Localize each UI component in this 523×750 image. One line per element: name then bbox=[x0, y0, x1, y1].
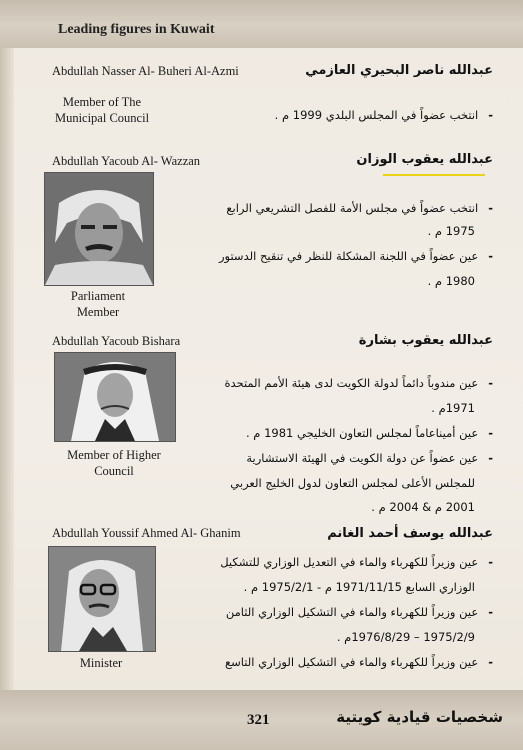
entry-2-caption: Parliament Member bbox=[70, 289, 126, 319]
footer-book-title: شخصيات قيادية كويتية bbox=[336, 708, 503, 726]
portrait-photo-3 bbox=[54, 352, 176, 442]
page-number: 321 bbox=[247, 712, 270, 728]
entry-3-name-ar: عبدالله يعقوب بشارة bbox=[358, 333, 493, 348]
entry-2-item-2: -عين عضواً في اللجنة المشكلة للنظر في تنقيح الدستور bbox=[218, 249, 493, 263]
entry-4-item-1: -عين وزيراً للكهرباء والماء في التعديل الوزاري للتشكيل bbox=[220, 555, 493, 569]
portrait-photo-4 bbox=[48, 546, 156, 652]
entry-2-item-1-cont: 1975 م . bbox=[427, 224, 475, 238]
entry-3-item-1-cont: 1971م . bbox=[431, 401, 475, 415]
entry-2-item-2-cont: 1980 م . bbox=[427, 274, 475, 288]
entry-1-name-en: Abdullah Nasser Al- Buheri Al-Azmi bbox=[52, 64, 239, 78]
running-header: Leading figures in Kuwait bbox=[58, 22, 215, 37]
entry-1-caption: Member of The Municipal Council bbox=[54, 95, 150, 125]
page-gutter-shade bbox=[0, 0, 14, 750]
entry-4-item-2: -عين وزيراً للكهرباء والماء في التشكيل الوزاري الثامن bbox=[225, 605, 493, 619]
entry-2-name-en: Abdullah Yacoub Al- Wazzan bbox=[52, 154, 201, 168]
portrait-photo-2 bbox=[44, 172, 154, 286]
entry-3-item-2: -عين أميناعاماً لمجلس التعاون الخليجي 1981 م . bbox=[245, 426, 493, 440]
entry-3-item-3-cont: للمجلس الأعلى لمجلس التعاون لدول الخليج العربي bbox=[230, 476, 475, 490]
entry-1-item-1: -انتخب عضواً في المجلس البلدي 1999 م . bbox=[274, 108, 493, 122]
entry-3-name-en: Abdullah Yacoub Bishara bbox=[52, 334, 181, 348]
entry-2-item-1: -انتخب عضواً في مجلس الأمة للفصل التشريعي الرابع bbox=[226, 201, 493, 215]
entry-4-item-1-cont: الوزاري السابع 1971/11/15 م - 1975/2/1 م . bbox=[243, 580, 475, 594]
entry-4-name-en: Abdullah Youssif Ahmed Al- Ghanim bbox=[52, 526, 241, 540]
entry-4-item-3: -عين وزيراً للكهرباء والماء في التشكيل الوزاري التاسع bbox=[225, 655, 493, 669]
entry-1-name-ar: عبدالله ناصر البحيري العازمي bbox=[305, 63, 493, 78]
entry-4-item-2-cont: 1975/2/9 – 1976/8/29م . bbox=[336, 630, 475, 644]
entry-4-name-ar: عبدالله يوسف أحمد الغانم bbox=[327, 526, 493, 541]
entry-3-caption: Member of Higher Council bbox=[67, 448, 161, 478]
entry-2-name-ar: عبدالله يعقوب الوزان bbox=[356, 152, 493, 167]
entry-3-item-3: -عين عضواً عن دولة الكويت في الهيئة الاستشارية bbox=[246, 451, 493, 465]
entry-3-item-3-cont2: 2001 م & 2004 م . bbox=[371, 500, 475, 514]
entry-3-item-1: -عين مندوباً دائماً لدولة الكويت لدى هيئة الأمم المتحدة bbox=[224, 376, 493, 390]
entry-4-caption: Minister bbox=[79, 656, 123, 670]
highlight-underline bbox=[383, 174, 485, 176]
